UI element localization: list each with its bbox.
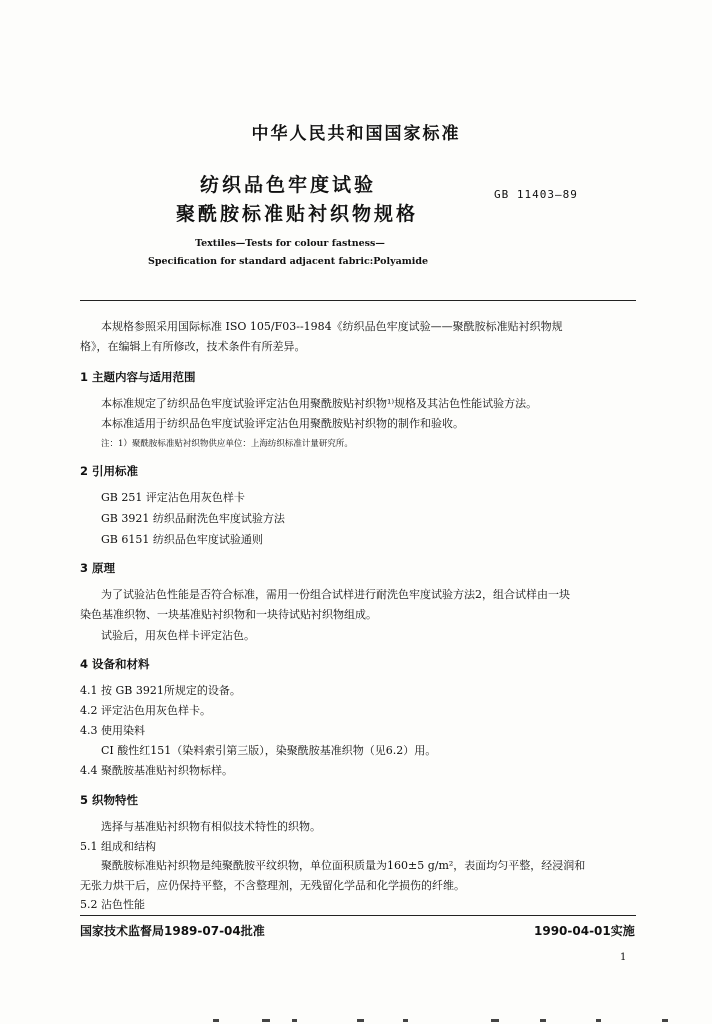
clause: 4.1 按 GB 3921所规定的设备。 [80,684,241,697]
clause: 4.2 评定沾色用灰色样卡。 [80,704,211,717]
paragraph: 选择与基准贴衬织物有相似技术特性的织物。 [101,820,321,833]
document-title-line2: 聚酰胺标准贴衬织物规格 [176,203,419,225]
paragraph: 为了试验沾色性能是否符合标准，需用一份组合试样进行耐洗色牢度试验方法2，组合试样由一块 [101,588,570,601]
reference-item: GB 3921 纺织品耐洗色牢度试验方法 [101,512,285,525]
footnote: 注：1）聚酰胺标准贴衬织物供应单位：上海纺织标准计量研究所。 [101,439,353,449]
clause-detail: CI 酸性红151（染料索引第三版），染聚酰胺基准织物（见6.2）用。 [101,744,437,757]
section-heading: 5 织物特性 [80,793,139,807]
section-heading: 1 主题内容与适用范围 [80,370,196,384]
paragraph: 无张力烘干后，应仍保持平整，不含整理剂，无残留化学品和化学损伤的纤维。 [80,879,465,892]
standard-number: GB 11403—89 [494,188,578,201]
clause: 4.3 使用染料 [80,724,145,737]
reference-item: GB 6151 纺织品色牢度试验通则 [101,533,263,546]
section-heading: 4 设备和材料 [80,657,150,671]
english-title-line2: Specification for standard adjacent fabric:Polyamide [148,256,429,267]
scan-artifacts [0,1016,712,1024]
paragraph: 染色基准织物、一块基准贴衬织物和一块待试贴衬织物组成。 [80,608,377,621]
intro-text: 本规格参照采用国际标准 ISO 105/F03--1984《纺织品色牢度试验——聚酰胺标准贴衬织物规 [101,320,563,333]
clause: 5.2 沾色性能 [80,898,145,911]
reference-item: GB 251 评定沾色用灰色样卡 [101,491,245,504]
paragraph: 本标准适用于纺织品色牢度试验评定沾色用聚酰胺贴衬织物的制作和验收。 [101,417,464,430]
english-title-line1: Textiles—Tests for colour fastness— [195,238,385,249]
implementation-date: 1990-04-01实施 [534,924,635,938]
clause: 4.4 聚酰胺基准贴衬织物标样。 [80,764,233,777]
intro-text: 格》，在编辑上有所修改，技术条件有所差异。 [80,340,306,353]
section-heading: 2 引用标准 [80,464,139,478]
header-divider [80,300,636,301]
paragraph: 本标准规定了纺织品色牢度试验评定沾色用聚酰胺贴衬织物¹⁾规格及其沾色性能试验方法。 [101,397,538,410]
document-title-line1: 纺织品色牢度试验 [200,174,377,196]
issuing-country-standard: 中华人民共和国国家标准 [251,124,461,144]
footer-divider [80,915,636,916]
approval-date: 国家技术监督局1989-07-04批准 [80,924,265,938]
paragraph: 聚酰胺标准贴衬织物是纯聚酰胺平纹织物，单位面积质量为160±5 g/m²，表面均匀平整，经浸润和 [101,859,586,872]
page-number: 1 [620,952,627,963]
section-heading: 3 原理 [80,561,116,575]
clause: 5.1 组成和结构 [80,840,156,853]
paragraph: 试验后，用灰色样卡评定沾色。 [101,629,255,642]
